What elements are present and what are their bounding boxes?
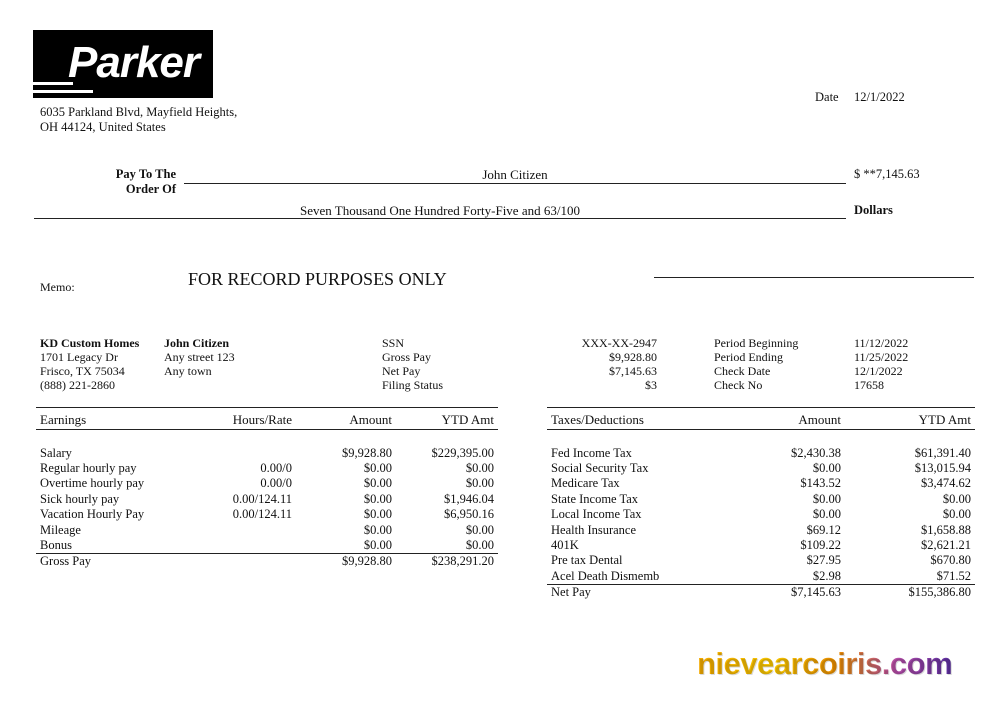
earnings-header: Earnings	[40, 412, 87, 427]
employee-street: Any street 123	[164, 350, 235, 364]
summary-values	[540, 336, 657, 392]
earning-name: Bonus	[40, 537, 72, 552]
earning-name: Vacation Hourly Pay	[40, 507, 145, 522]
tax-name: Social Security Tax	[551, 460, 649, 475]
earning-rate: 0.00/0	[260, 476, 292, 491]
tax-ytd-header: YTD Amt	[918, 412, 971, 427]
tax-amount: $2,430.38	[791, 445, 841, 460]
tax-name: Medicare Tax	[551, 476, 620, 491]
employer-city: Frisco, TX 75034	[40, 364, 125, 378]
employer-street: 1701 Legacy Dr	[40, 350, 118, 364]
tax-amount: $69.12	[806, 522, 841, 537]
pay-to-line-1: Pay To The	[115, 167, 176, 181]
period-label: Check Date	[714, 364, 771, 378]
net-pay-label: Net Pay	[551, 585, 591, 600]
earnings-row	[36, 522, 498, 537]
earning-rate	[176, 538, 296, 554]
employer-info	[40, 336, 139, 392]
date-label: Date	[815, 90, 839, 104]
earning-name: Salary	[40, 445, 72, 460]
earning-ytd: $0.00	[465, 537, 494, 552]
period-label: Period Ending	[714, 350, 783, 364]
ytd-header: YTD Amt	[441, 412, 494, 427]
taxes-table	[547, 407, 975, 600]
earning-amount: $0.00	[363, 476, 392, 491]
employee-name: John Citizen	[164, 336, 230, 350]
tax-row	[547, 476, 975, 491]
earnings-row	[36, 476, 498, 491]
summary-label: Net Pay	[382, 364, 421, 378]
period-labels	[714, 336, 798, 392]
logo-text: Parker	[68, 38, 200, 87]
tax-ytd: $61,391.40	[914, 445, 971, 460]
tax-row	[547, 553, 975, 568]
tax-name: State Income Tax	[551, 491, 639, 506]
tax-amount: $109.22	[800, 537, 841, 552]
tax-amount: $143.52	[800, 476, 841, 491]
tax-ytd: $13,015.94	[914, 460, 971, 475]
company-address	[40, 105, 237, 135]
taxes-header: Taxes/Deductions	[551, 412, 644, 427]
amount-in-words: Seven Thousand One Hundred Forty-Five and 63/100	[300, 203, 580, 218]
period-values	[854, 336, 908, 392]
summary-labels	[382, 336, 443, 392]
gross-pay-rate	[176, 554, 296, 570]
earning-name: Mileage	[40, 522, 81, 537]
summary-label: Filing Status	[382, 378, 444, 392]
tax-amount: $2.98	[812, 568, 841, 583]
employee-info	[164, 336, 235, 378]
watermark: nievearcoiris.com	[697, 646, 953, 681]
earning-ytd: $0.00	[465, 460, 494, 475]
earnings-row	[36, 538, 498, 554]
earning-ytd: $6,950.16	[444, 507, 494, 522]
earnings-row	[36, 461, 498, 476]
net-pay-amount: $7,145.63	[791, 585, 841, 600]
tax-amount-header: Amount	[798, 412, 841, 427]
period-value: 12/1/2022	[854, 364, 903, 378]
tax-ytd: $3,474.62	[921, 476, 971, 491]
period-label: Period Beginning	[714, 336, 799, 350]
tax-ytd: $0.00	[942, 507, 971, 522]
summary-label: SSN	[382, 336, 405, 350]
company-logo	[33, 30, 213, 98]
employer-name: KD Custom Homes	[40, 336, 140, 350]
tax-row	[547, 569, 975, 585]
address-line-2: OH 44124, United States	[40, 120, 166, 134]
memo-label: Memo:	[40, 280, 75, 294]
earning-rate	[176, 445, 296, 460]
gross-pay-row	[36, 554, 498, 570]
logo-stripe	[33, 90, 93, 93]
earning-amount: $0.00	[363, 507, 392, 522]
tax-name: Fed Income Tax	[551, 445, 632, 460]
date-value: 12/1/2022	[854, 90, 905, 104]
summary-value: $3	[645, 378, 657, 392]
tax-name: Acel Death Dismemb	[551, 568, 660, 583]
net-pay-row	[547, 584, 975, 600]
tax-row	[547, 522, 975, 537]
gross-pay-label: Gross Pay	[40, 554, 92, 569]
period-value: 17658	[854, 378, 884, 392]
earning-amount: $9,928.80	[342, 445, 392, 460]
tax-name: Pre tax Dental	[551, 553, 623, 568]
net-pay-ytd: $155,386.80	[908, 585, 971, 600]
earning-amount: $0.00	[363, 460, 392, 475]
earning-amount: $0.00	[363, 537, 392, 552]
amount-header: Amount	[349, 412, 392, 427]
tax-amount: $0.00	[812, 491, 841, 506]
period-label: Check No	[714, 378, 763, 392]
tax-ytd: $0.00	[942, 491, 971, 506]
tax-ytd: $670.80	[930, 553, 971, 568]
earning-rate: 0.00/0	[260, 460, 292, 475]
tax-amount: $0.00	[812, 460, 841, 475]
gross-pay-amount: $9,928.80	[342, 554, 392, 569]
check-amount: $ **7,145.63	[854, 167, 920, 181]
memo-text: FOR RECORD PURPOSES ONLY	[188, 269, 447, 289]
tax-amount: $0.00	[812, 507, 841, 522]
earning-ytd: $1,946.04	[444, 491, 494, 506]
summary-value: $9,928.80	[609, 350, 657, 364]
dollars-label: Dollars	[854, 203, 893, 217]
earnings-header-row	[36, 408, 498, 430]
pay-to-label	[90, 167, 176, 197]
tax-name: Health Insurance	[551, 522, 637, 537]
earning-ytd: $229,395.00	[431, 445, 494, 460]
earnings-row	[36, 492, 498, 507]
tax-row	[547, 492, 975, 507]
earning-rate: 0.00/124.11	[232, 491, 292, 506]
summary-value: $7,145.63	[609, 364, 657, 378]
earning-rate	[176, 522, 296, 537]
summary-label: Gross Pay	[382, 350, 432, 364]
earning-rate: 0.00/124.11	[232, 507, 292, 522]
gross-pay-ytd: $238,291.20	[431, 554, 494, 569]
employee-city: Any town	[164, 364, 212, 378]
words-underline	[34, 218, 846, 219]
signature-line	[654, 277, 974, 278]
tax-name: 401K	[551, 537, 579, 552]
earning-name: Regular hourly pay	[40, 460, 137, 475]
earnings-table	[36, 407, 498, 570]
tax-ytd: $1,658.88	[921, 522, 971, 537]
earning-name: Overtime hourly pay	[40, 476, 145, 491]
address-line-1: 6035 Parkland Blvd, Mayfield Heights,	[40, 105, 238, 119]
tax-amount: $27.95	[806, 553, 841, 568]
tax-row	[547, 538, 975, 553]
earning-ytd: $0.00	[465, 476, 494, 491]
payee-name: John Citizen	[482, 167, 548, 182]
employer-phone: (888) 221-2860	[40, 378, 115, 392]
period-value: 11/25/2022	[854, 350, 909, 364]
tax-ytd: $2,621.21	[921, 537, 971, 552]
payee-underline	[184, 183, 846, 184]
earnings-row	[36, 507, 498, 522]
taxes-header-row	[547, 408, 975, 430]
tax-row	[547, 445, 975, 460]
tax-row	[547, 507, 975, 522]
summary-value: XXX-XX-2947	[581, 336, 657, 350]
earning-name: Sick hourly pay	[40, 491, 120, 506]
earning-amount: $0.00	[363, 522, 392, 537]
tax-row	[547, 461, 975, 476]
earning-amount: $0.00	[363, 491, 392, 506]
pay-to-line-2: Order Of	[125, 182, 176, 196]
logo-stripe	[33, 82, 73, 85]
earnings-row	[36, 445, 498, 460]
tax-name: Local Income Tax	[551, 507, 642, 522]
period-value: 11/12/2022	[854, 336, 909, 350]
tax-ytd: $71.52	[936, 568, 971, 583]
earning-ytd: $0.00	[465, 522, 494, 537]
hours-rate-header: Hours/Rate	[232, 412, 292, 427]
